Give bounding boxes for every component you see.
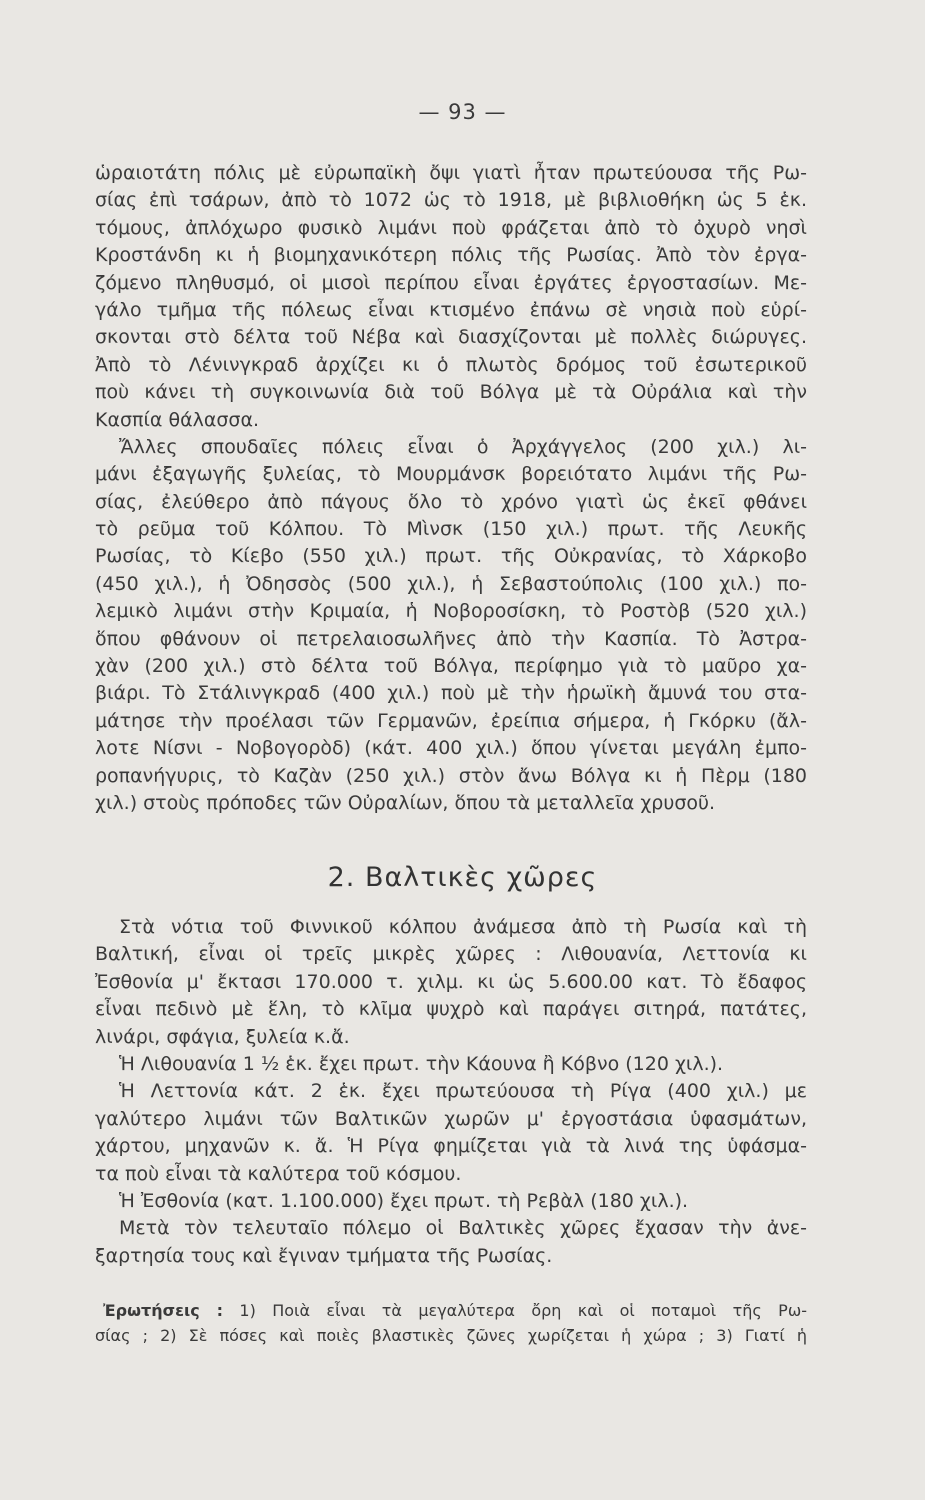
text-line: Ἐσθονία μ' ἔκτασι 170.000 τ. χιλμ. κι ὡς 5.600.00 κατ. Τὸ ἔδαφος [95, 970, 807, 993]
text-line: χιλ.) στοὺς πρόποδες τῶν Οὐραλίων, ὅπου τὰ μεταλλεῖα χρυσοῦ. [95, 791, 716, 814]
text-line: τὸ ρεῦμα τοῦ Κόλπου. Τὸ Μὶνσκ (150 χιλ.) πρωτ. τῆς Λευκῆς [95, 518, 807, 541]
text-line: ὡραιοτάτη πόλις μὲ εὐρωπαϊκὴ ὄψι γιατὶ ἦταν πρωτεύουσα τῆς Ρω- [95, 162, 807, 184]
page-number: — 93 — [418, 100, 507, 124]
paragraph-4 [95, 1051, 807, 1078]
footnote-line [95, 1298, 807, 1323]
section-heading: 2. Βαλτικὲς χῶρες [327, 862, 598, 893]
paragraph-2 [95, 434, 807, 817]
text-line: λινάρι, σφάγια, ξυλεία κ.ἄ. [95, 1025, 350, 1048]
text-line: μάνι ἐξαγωγῆς ξυλείας, τὸ Μουρμάνσκ βορειότατο λιμάνι τῆς Ρω- [95, 463, 807, 486]
text-line: Ἡ Λιθουανία 1 ½ ἑκ. ἔχει πρωτ. τὴν Κάουνα ἢ Κόβνο (120 χιλ.). [119, 1052, 724, 1075]
text-line: Κασπία θάλασσα. [95, 408, 260, 431]
footnote-label: Ἐρωτήσεις : [103, 1301, 223, 1320]
paragraph-7 [95, 1215, 807, 1270]
paragraph-1 [95, 160, 807, 434]
section-heading-wrap [0, 862, 925, 893]
text-block-upper [95, 160, 807, 817]
text-line: τόμους, ἀπλόχωρο φυσικὸ λιμάνι ποὺ φράζεται ἀπὸ τὸ ὀχυρὸ νησὶ [95, 216, 807, 239]
text-line: Ἡ Ἐσθονία (κατ. 1.100.000) ἔχει πρωτ. τὴ Ρεβὰλ (180 χιλ.). [119, 1189, 689, 1212]
text-line: Ἄλλες σπουδαῖες πόλεις εἶναι ὁ Ἀρχάγγελος (200 χιλ.) λι- [119, 435, 807, 458]
text-line: Στὰ νότια τοῦ Φιννικοῦ κόλπου ἀνάμεσα ἀπὸ τὴ Ρωσία καὶ τὴ [119, 916, 807, 938]
text-line: ξαρτησία τους καὶ ἔγιναν τμήματα τῆς Ρωσίας. [95, 1244, 553, 1267]
paragraph-3 [95, 914, 807, 1051]
text-line: σκονται στὸ δέλτα τοῦ Νέβα καὶ διασχίζονται μὲ πολλὲς διώρυγες. [95, 326, 807, 349]
text-line: Βαλτική, εἶναι οἱ τρεῖς μικρὲς χῶρες : Λιθουανία, Λεττονία κι [95, 943, 807, 966]
paragraph-6 [95, 1188, 807, 1215]
footnote-text: 1) Ποιὰ εἶναι τὰ μεγαλύτερα ὄρη καὶ οἱ ποταμοὶ τῆς Ρω- [239, 1301, 807, 1320]
text-line: Ρωσίας, τὸ Κίεβο (550 χιλ.) πρωτ. τῆς Οὐκρανίας, τὸ Χάρκοβο [95, 545, 807, 568]
text-line: γάλο τμῆμα τῆς πόλεως εἶναι κτισμένο ἐπάνω σὲ νησιὰ ποὺ εὑρί- [95, 298, 807, 321]
text-line: ζόμενο πληθυσμό, οἱ μισοὶ περίπου εἶναι ἐργάτες ἐργοστασίων. Με- [95, 271, 807, 294]
paragraph-5 [95, 1078, 807, 1188]
text-line: ὅπου φθάνουν οἱ πετρελαιοσωλῆνες ἀπὸ τὴν Κασπία. Τὸ Ἀστρα- [95, 627, 807, 650]
text-line: (450 χιλ.), ἡ Ὀδησσὸς (500 χιλ.), ἡ Σεβαστούπολις (100 χιλ.) πο- [95, 572, 807, 595]
text-line: μάτησε τὴν προέλασι τῶν Γερμανῶν, ἐρείπια σήμερα, ἡ Γκόρκυ (ἄλ- [95, 709, 807, 732]
text-line: σίας ἐπὶ τσάρων, ἀπὸ τὸ 1072 ὡς τὸ 1918, μὲ βιβλιοθήκη ὡς 5 ἑκ. [95, 189, 807, 212]
text-line: ροπανήγυρις, τὸ Καζὰν (250 χιλ.) στὸν ἄνω Βόλγα κι ἡ Πὲρμ (180 [95, 764, 807, 787]
text-line: Ἡ Λεττονία κάτ. 2 ἑκ. ἔχει πρωτεύουσα τὴ Ρίγα (400 χιλ.) με [119, 1080, 807, 1103]
text-line: βιάρι. Τὸ Στάλινγκραδ (400 χιλ.) ποὺ μὲ τὴν ἡρωϊκὴ ἄμυνά του στα- [95, 682, 807, 705]
text-line: Ἀπὸ τὸ Λένινγκραδ ἀρχίζει κι ὁ πλωτὸς δρόμος τοῦ ἐσωτερικοῦ [95, 353, 807, 376]
footnote-line: σίας ; 2) Σὲ πόσες καὶ ποιὲς βλαστικὲς ζῶνες χωρίζεται ἡ χώρα ; 3) Γιατί ἡ [95, 1326, 807, 1345]
text-line: λοτε Νίσνι - Νοβογορὸδ) (κάτ. 400 χιλ.) ὅπου γίνεται μεγάλη ἐμπο- [95, 737, 807, 760]
text-line: τα ποὺ εἶναι τὰ καλύτερα τοῦ κόσμου. [95, 1162, 462, 1185]
questions-footnote [95, 1298, 807, 1348]
text-line: γαλύτερο λιμάνι τῶν Βαλτικῶν χωρῶν μ' ἐργοστάσια ὑφασμάτων, [95, 1107, 807, 1130]
text-block-lower [95, 914, 807, 1270]
text-line: χὰν (200 χιλ.) στὸ δέλτα τοῦ Βόλγα, περίφημο γιὰ τὸ μαῦρο χα- [95, 655, 807, 678]
text-line: λεμικὸ λιμάνι στὴν Κριμαία, ἡ Νοβοροσίσκη, τὸ Ροστὸβ (520 χιλ.) [95, 600, 807, 623]
text-line: εἶναι πεδινὸ μὲ ἕλη, τὸ κλῖμα ψυχρὸ καὶ παράγει σιτηρά, πατάτες, [95, 998, 807, 1021]
text-line: σίας, ἐλεύθερο ἀπὸ πάγους ὅλο τὸ χρόνο γιατὶ ὡς ἐκεῖ φθάνει [95, 490, 807, 513]
text-line: χάρτου, μηχανῶν κ. ἄ. Ἡ Ρίγα φημίζεται γιὰ τὰ λινά της ὑφάσμα- [95, 1135, 807, 1158]
text-line: Μετὰ τὸν τελευταῖο πόλεμο οἱ Βαλτικὲς χῶρες ἔχασαν τὴν ἀνε- [119, 1217, 807, 1240]
text-line: Κροστάνδη κι ἡ βιομηχανικότερη πόλις τῆς Ρωσίας. Ἀπὸ τὸν ἐργα- [95, 244, 807, 267]
text-line: ποὺ κάνει τὴ συγκοινωνία διὰ τοῦ Βόλγα μὲ τὰ Οὐράλια καὶ τὴν [95, 381, 807, 404]
